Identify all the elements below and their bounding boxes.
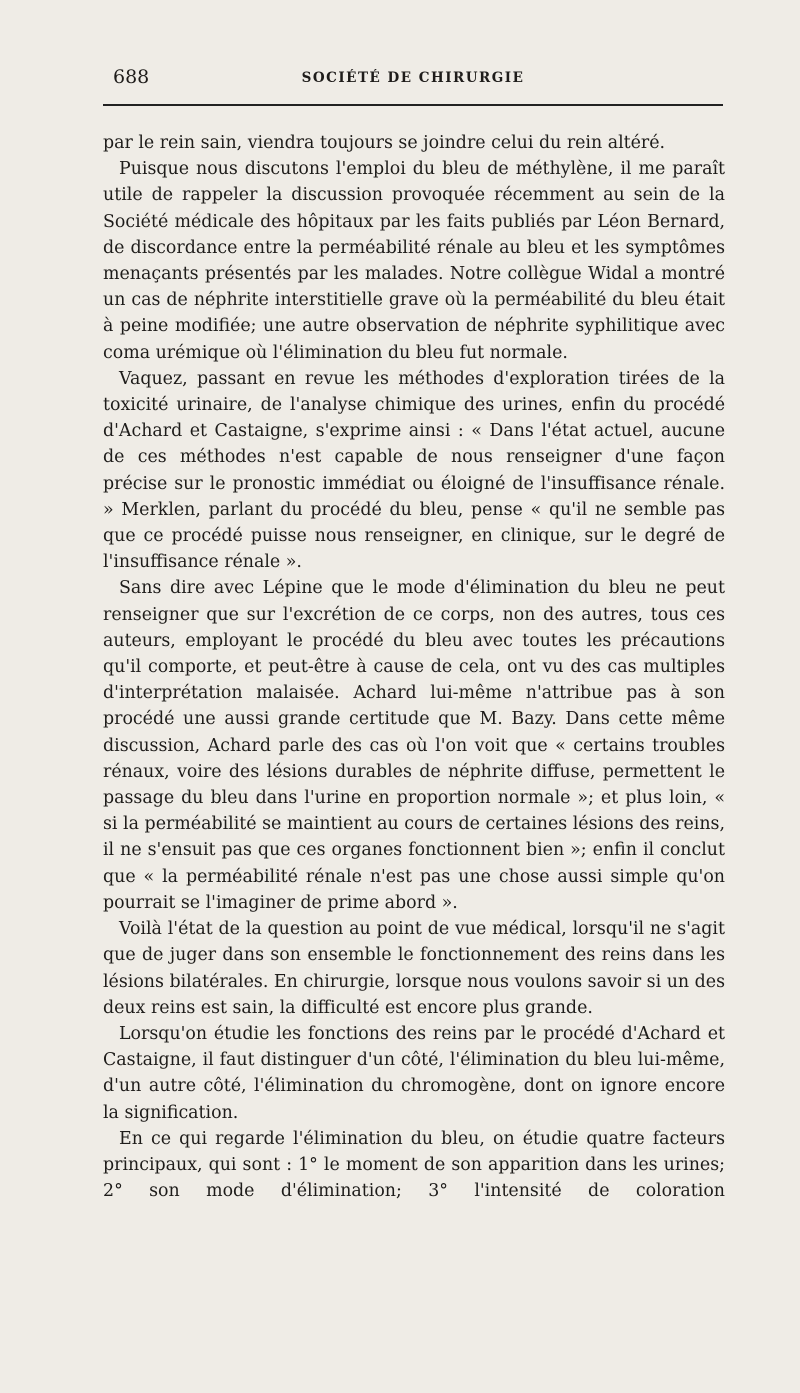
- running-title: SOCIÉTÉ DE CHIRURGIE: [301, 70, 525, 86]
- paragraph-3: Vaquez, passant en revue les méthodes d'exploration tirées de la toxicité urinaire, de l'analyse chimique des urines, enfin du procédé d'Achard et Castaigne, s'exprime ainsi : « Dans l'état actuel, aucune de ces méthodes n'est capable de nous renseigner d'une façon précise sur le pronostic immédiat ou éloigné de l'insuffisance rénale. » Merklen, parlant du procédé du bleu, pense « qu'il ne semble pas que ce procédé puisse nous renseigner, en clinique, sur le degré de l'insuffisance rénale ».: [103, 368, 725, 573]
- paragraph-4: Sans dire avec Lépine que le mode d'élimination du bleu ne peut renseigner que sur l'excrétion de ce corps, non des autres, tous ces auteurs, employant le procédé du bleu avec toutes les précautions qu'il comporte, et peut-être à cause de cela, ont vu des cas multiples d'interprétation malaisée. Achard lui-même n'attribue pas à son procédé une aussi grande certitude que M. Bazy. Dans cette même discussion, Achard parle des cas où l'on voit que « certains troubles rénaux, voire des lésions durables de néphrite diffuse, permettent le passage du bleu dans l'urine en proportion normale »; et plus loin, « si la perméabilité se maintient au cours de certaines lésions des reins, il ne s'ensuit pas que ces organes fonctionnent bien »; enfin il conclut que « la perméabilité rénale n'est pas une chose aussi simple qu'on pourrait se l'imaginer de prime abord ».: [103, 578, 725, 913]
- paragraph-1: par le rein sain, viendra toujours se joindre celui du rein altéré.: [103, 133, 666, 153]
- body-text: [103, 130, 725, 1204]
- header-rule: [103, 104, 723, 106]
- paragraph-6: Lorsqu'on étudie les fonctions des reins par le procédé d'Achard et Castaigne, il faut distinguer d'un côté, l'élimination du bleu lui-même, d'un autre côté, l'élimination du chromogène, dont on ignore encore la signification.: [103, 1023, 725, 1123]
- page-number: 688: [113, 66, 150, 88]
- page-header: [103, 66, 723, 96]
- paragraph-5: Voilà l'état de la question au point de vue médical, lorsqu'il ne s'agit que de juger dans son ensemble le fonctionnement des reins dans les lésions bilatérales. En chirurgie, lorsque nous voulons savoir si un des deux reins est sain, la difficulté est encore plus grande.: [103, 919, 725, 1018]
- paragraph-2: Puisque nous discutons l'emploi du bleu de méthylène, il me paraît utile de rappeler la discussion provoquée récemment au sein de la Société médicale des hôpitaux par les faits publiés par Léon Bernard, de discordance entre la perméabilité rénale au bleu et les symptômes menaçants présentés par les malades. Notre collègue Widal a montré un cas de néphrite interstitielle grave où la perméabilité du bleu était à peine modifiée; une autre observation de néphrite syphilitique avec coma urémique où l'élimination du bleu fut normale.: [103, 159, 725, 363]
- paragraph-7: En ce qui regarde l'élimination du bleu, on étudie quatre facteurs principaux, qui sont : 1° le moment de son apparition dans les urines; 2° son mode d'élimination; 3° l'intensité de coloration: [103, 1128, 725, 1202]
